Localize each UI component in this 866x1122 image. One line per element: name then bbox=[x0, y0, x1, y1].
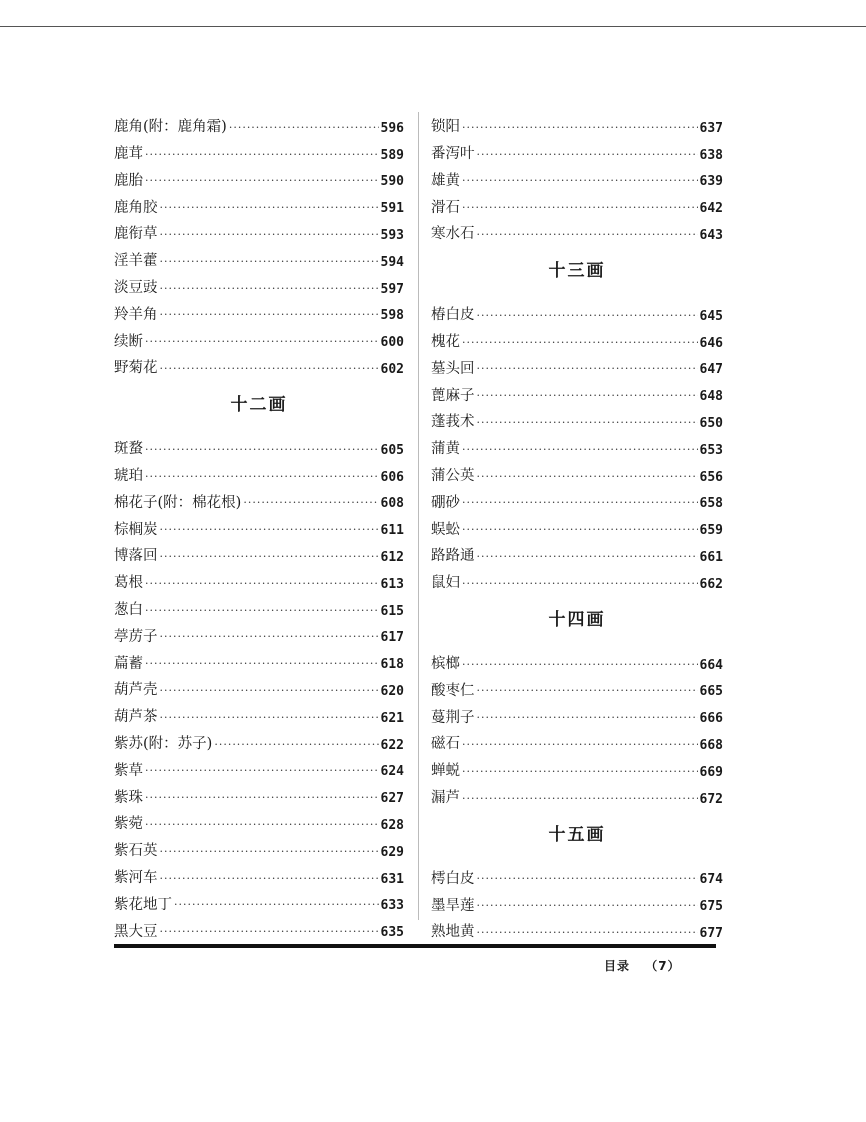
entry-title: 鹿角(附：鹿角霜) bbox=[114, 119, 227, 136]
toc-entry bbox=[114, 457, 404, 484]
entry-page-number: 624 bbox=[380, 764, 404, 780]
toc-entry bbox=[431, 215, 723, 242]
entry-page-number: 658 bbox=[699, 496, 723, 512]
entry-page-number: 675 bbox=[699, 899, 723, 915]
entry-page-number: 615 bbox=[380, 603, 404, 619]
entry-page-number: 638 bbox=[699, 147, 723, 163]
dot-leader bbox=[462, 497, 698, 510]
entry-title: 蔓荆子 bbox=[431, 709, 475, 726]
entry-page-number: 647 bbox=[699, 362, 723, 378]
dot-leader bbox=[145, 149, 379, 162]
toc-entry bbox=[114, 912, 404, 939]
column-divider bbox=[418, 112, 419, 920]
entry-page-number: 650 bbox=[699, 415, 723, 431]
entry-page-number: 653 bbox=[699, 442, 723, 458]
dot-leader bbox=[214, 739, 378, 752]
entry-page-number: 593 bbox=[380, 227, 404, 243]
dot-leader bbox=[477, 390, 698, 403]
entry-title: 野菊花 bbox=[114, 360, 158, 377]
toc-entry bbox=[114, 215, 404, 242]
entry-title: 棉花子(附：棉花根) bbox=[114, 494, 242, 511]
entry-page-number: 661 bbox=[699, 549, 723, 565]
dot-leader bbox=[145, 578, 379, 591]
entry-title: 棕榈炭 bbox=[114, 521, 158, 538]
entry-title: 羚羊角 bbox=[114, 306, 158, 323]
toc-entry bbox=[431, 537, 723, 564]
entry-title: 寒水石 bbox=[431, 226, 475, 243]
dot-leader bbox=[160, 309, 379, 322]
dot-leader bbox=[462, 444, 698, 457]
entry-page-number: 618 bbox=[380, 657, 404, 673]
dot-leader bbox=[462, 578, 698, 591]
dot-leader bbox=[477, 927, 698, 940]
entry-page-number: 617 bbox=[380, 630, 404, 646]
dot-leader bbox=[145, 336, 379, 349]
entry-page-number: 677 bbox=[699, 925, 723, 941]
entry-page-number: 629 bbox=[380, 844, 404, 860]
entry-title: 路路通 bbox=[431, 548, 475, 565]
dot-leader bbox=[462, 766, 698, 779]
entry-page-number: 606 bbox=[380, 469, 404, 485]
dot-leader bbox=[160, 551, 379, 564]
toc-entry bbox=[114, 296, 404, 323]
entry-title: 蒲公英 bbox=[431, 468, 475, 485]
entry-page-number: 668 bbox=[699, 737, 723, 753]
toc-entry bbox=[431, 162, 723, 189]
entry-page-number: 645 bbox=[699, 308, 723, 324]
dot-leader bbox=[477, 149, 698, 162]
entry-title: 鹿角胶 bbox=[114, 199, 158, 216]
toc-entry bbox=[114, 725, 404, 752]
entry-page-number: 612 bbox=[380, 549, 404, 565]
toc-entry bbox=[114, 591, 404, 618]
toc-entry bbox=[114, 832, 404, 859]
entry-page-number: 633 bbox=[380, 898, 404, 914]
dot-leader bbox=[145, 765, 379, 778]
dot-leader bbox=[462, 337, 698, 350]
entry-page-number: 648 bbox=[699, 389, 723, 405]
entry-title: 淡豆豉 bbox=[114, 280, 158, 297]
entry-title: 墓头回 bbox=[431, 360, 475, 377]
entry-title: 槟榔 bbox=[431, 656, 460, 673]
dot-leader bbox=[462, 524, 698, 537]
entry-title: 硼砂 bbox=[431, 494, 460, 511]
entry-title: 琥珀 bbox=[114, 468, 143, 485]
entry-title: 熟地黄 bbox=[431, 924, 475, 941]
dot-leader bbox=[462, 659, 698, 672]
toc-entry bbox=[114, 349, 404, 376]
entry-title: 鼠妇 bbox=[431, 575, 460, 592]
toc-entry bbox=[114, 322, 404, 349]
entry-title: 紫菀 bbox=[114, 816, 143, 833]
dot-leader bbox=[160, 202, 379, 215]
entry-page-number: 600 bbox=[380, 335, 404, 351]
toc-entry bbox=[431, 323, 723, 350]
entry-title: 樗白皮 bbox=[431, 870, 475, 887]
dot-leader bbox=[477, 712, 698, 725]
entry-title: 葛根 bbox=[114, 575, 143, 592]
section-heading-14-strokes: 十四画 bbox=[548, 610, 606, 631]
dot-leader bbox=[229, 122, 379, 135]
entry-title: 淫羊藿 bbox=[114, 253, 158, 270]
entry-page-number: 637 bbox=[699, 120, 723, 136]
dot-leader bbox=[462, 122, 698, 135]
entry-title: 锁阳 bbox=[431, 119, 460, 136]
entry-title: 番泻叶 bbox=[431, 146, 475, 163]
entry-page-number: 598 bbox=[380, 308, 404, 324]
toc-entry bbox=[114, 269, 404, 296]
entry-title: 葶苈子 bbox=[114, 628, 158, 645]
bottom-rule bbox=[114, 944, 716, 948]
toc-entry bbox=[431, 564, 723, 591]
dot-leader bbox=[477, 417, 698, 430]
entry-group bbox=[114, 108, 404, 376]
entry-page-number: 621 bbox=[380, 710, 404, 726]
entry-page-number: 643 bbox=[699, 227, 723, 243]
entry-title: 蓖麻子 bbox=[431, 387, 475, 404]
toc-entry bbox=[431, 403, 723, 430]
toc-entry bbox=[114, 188, 404, 215]
dot-leader bbox=[243, 497, 378, 510]
toc-entry bbox=[431, 376, 723, 403]
entry-title: 墨旱莲 bbox=[431, 897, 475, 914]
entry-page-number: 597 bbox=[380, 281, 404, 297]
toc-entry bbox=[114, 162, 404, 189]
entry-title: 滑石 bbox=[431, 199, 460, 216]
entry-page-number: 594 bbox=[380, 254, 404, 270]
entry-page-number: 611 bbox=[380, 523, 404, 539]
dot-leader bbox=[160, 256, 379, 269]
dot-leader bbox=[145, 819, 379, 832]
entry-title: 鹿茸 bbox=[114, 146, 143, 163]
entry-group bbox=[431, 860, 723, 940]
dot-leader bbox=[160, 363, 379, 376]
entry-page-number: 635 bbox=[380, 925, 404, 941]
toc-entry bbox=[431, 860, 723, 887]
dot-leader bbox=[160, 846, 379, 859]
entry-title: 黑大豆 bbox=[114, 923, 158, 940]
dot-leader bbox=[174, 899, 379, 912]
entry-page-number: 613 bbox=[380, 576, 404, 592]
dot-leader bbox=[160, 712, 379, 725]
entry-page-number: 608 bbox=[380, 496, 404, 512]
entry-title: 磁石 bbox=[431, 736, 460, 753]
toc-entry bbox=[114, 510, 404, 537]
dot-leader bbox=[462, 739, 698, 752]
entry-title: 蒲黄 bbox=[431, 441, 460, 458]
dot-leader bbox=[145, 792, 379, 805]
entry-title: 紫河车 bbox=[114, 870, 158, 887]
entry-page-number: 659 bbox=[699, 523, 723, 539]
toc-entry bbox=[114, 242, 404, 269]
toc-right-column bbox=[431, 108, 723, 940]
toc-entry bbox=[114, 698, 404, 725]
entry-title: 雄黄 bbox=[431, 172, 460, 189]
toc-entry bbox=[431, 752, 723, 779]
entry-page-number: 589 bbox=[380, 147, 404, 163]
entry-page-number: 656 bbox=[699, 469, 723, 485]
footer-page-number: （7） bbox=[645, 959, 681, 973]
toc-entry bbox=[114, 484, 404, 511]
entry-page-number: 627 bbox=[380, 791, 404, 807]
toc-entry bbox=[431, 645, 723, 672]
dot-leader bbox=[160, 283, 379, 296]
entry-page-number: 639 bbox=[699, 174, 723, 190]
toc-entry bbox=[431, 672, 723, 699]
dot-leader bbox=[145, 444, 379, 457]
entry-title: 蓬莪术 bbox=[431, 414, 475, 431]
entry-page-number: 605 bbox=[380, 442, 404, 458]
entry-group bbox=[114, 430, 404, 939]
dot-leader bbox=[145, 175, 379, 188]
toc-entry bbox=[114, 644, 404, 671]
dot-leader bbox=[477, 900, 698, 913]
entry-title: 紫苏(附：苏子) bbox=[114, 736, 213, 753]
toc-entry bbox=[114, 886, 404, 913]
toc-entry bbox=[114, 778, 404, 805]
entry-page-number: 631 bbox=[380, 871, 404, 887]
dot-leader bbox=[477, 229, 698, 242]
toc-entry bbox=[114, 108, 404, 135]
toc-entry bbox=[431, 457, 723, 484]
entry-title: 葫芦壳 bbox=[114, 682, 158, 699]
entry-page-number: 665 bbox=[699, 684, 723, 700]
entry-title: 葫芦茶 bbox=[114, 709, 158, 726]
dot-leader bbox=[160, 229, 379, 242]
toc-entry bbox=[114, 752, 404, 779]
dot-leader bbox=[160, 631, 379, 644]
entry-page-number: 674 bbox=[699, 872, 723, 888]
dot-leader bbox=[160, 685, 379, 698]
entry-page-number: 620 bbox=[380, 683, 404, 699]
entry-title: 萹蓄 bbox=[114, 655, 143, 672]
entry-page-number: 666 bbox=[699, 711, 723, 727]
entry-page-number: 622 bbox=[380, 737, 404, 753]
entry-page-number: 662 bbox=[699, 576, 723, 592]
entry-title: 槐花 bbox=[431, 334, 460, 351]
entry-page-number: 596 bbox=[380, 120, 404, 136]
entry-title: 酸枣仁 bbox=[431, 682, 475, 699]
toc-entry bbox=[431, 913, 723, 940]
toc-entry bbox=[431, 725, 723, 752]
dot-leader bbox=[462, 793, 698, 806]
toc-entry bbox=[114, 135, 404, 162]
dot-leader bbox=[477, 310, 698, 323]
entry-page-number: 591 bbox=[380, 201, 404, 217]
entry-page-number: 602 bbox=[380, 361, 404, 377]
toc-entry bbox=[431, 188, 723, 215]
toc-entry bbox=[114, 805, 404, 832]
dot-leader bbox=[477, 873, 698, 886]
section-heading-13-strokes: 十三画 bbox=[548, 261, 606, 282]
dot-leader bbox=[145, 471, 379, 484]
dot-leader bbox=[477, 685, 698, 698]
dot-leader bbox=[477, 471, 698, 484]
entry-title: 葱白 bbox=[114, 602, 143, 619]
section-heading-12-strokes: 十二画 bbox=[230, 395, 288, 416]
dot-leader bbox=[462, 175, 698, 188]
entry-page-number: 664 bbox=[699, 657, 723, 673]
toc-entry bbox=[114, 564, 404, 591]
entry-group bbox=[431, 108, 723, 242]
entry-title: 蜈蚣 bbox=[431, 521, 460, 538]
entry-title: 斑蝥 bbox=[114, 441, 143, 458]
toc-entry bbox=[431, 296, 723, 323]
dot-leader bbox=[145, 658, 379, 671]
entry-title: 蝉蜕 bbox=[431, 763, 460, 780]
entry-title: 紫花地丁 bbox=[114, 896, 172, 913]
toc-entry bbox=[431, 484, 723, 511]
toc-entry bbox=[114, 537, 404, 564]
toc-left-column bbox=[114, 108, 404, 939]
entry-group bbox=[431, 296, 723, 591]
dot-leader bbox=[145, 605, 379, 618]
dot-leader bbox=[160, 873, 379, 886]
toc-entry bbox=[431, 510, 723, 537]
entry-title: 紫珠 bbox=[114, 789, 143, 806]
entry-title: 紫草 bbox=[114, 762, 143, 779]
dot-leader bbox=[477, 551, 698, 564]
toc-entry bbox=[114, 859, 404, 886]
toc-entry bbox=[431, 430, 723, 457]
toc-entry bbox=[431, 135, 723, 162]
toc-entry bbox=[114, 671, 404, 698]
entry-page-number: 628 bbox=[380, 817, 404, 833]
entry-title: 漏芦 bbox=[431, 790, 460, 807]
entry-page-number: 642 bbox=[699, 201, 723, 217]
entry-page-number: 646 bbox=[699, 335, 723, 351]
footer-label: 目录 bbox=[604, 959, 631, 973]
entry-group bbox=[431, 645, 723, 806]
entry-page-number: 590 bbox=[380, 174, 404, 190]
toc-entry bbox=[431, 886, 723, 913]
dot-leader bbox=[477, 363, 698, 376]
entry-title: 鹿胎 bbox=[114, 172, 143, 189]
entry-title: 鹿衔草 bbox=[114, 226, 158, 243]
toc-entry bbox=[431, 350, 723, 377]
top-rule bbox=[0, 26, 866, 27]
dot-leader bbox=[462, 202, 698, 215]
entry-page-number: 672 bbox=[699, 791, 723, 807]
entry-page-number: 669 bbox=[699, 764, 723, 780]
entry-title: 续断 bbox=[114, 333, 143, 350]
entry-title: 紫石英 bbox=[114, 843, 158, 860]
toc-entry bbox=[431, 108, 723, 135]
entry-title: 博落回 bbox=[114, 548, 158, 565]
section-heading-15-strokes: 十五画 bbox=[548, 825, 606, 846]
dot-leader bbox=[160, 524, 379, 537]
toc-entry bbox=[431, 698, 723, 725]
toc-entry bbox=[431, 779, 723, 806]
toc-entry bbox=[114, 618, 404, 645]
toc-entry bbox=[114, 430, 404, 457]
dot-leader bbox=[160, 926, 379, 939]
page-footer bbox=[604, 957, 681, 974]
entry-title: 椿白皮 bbox=[431, 307, 475, 324]
